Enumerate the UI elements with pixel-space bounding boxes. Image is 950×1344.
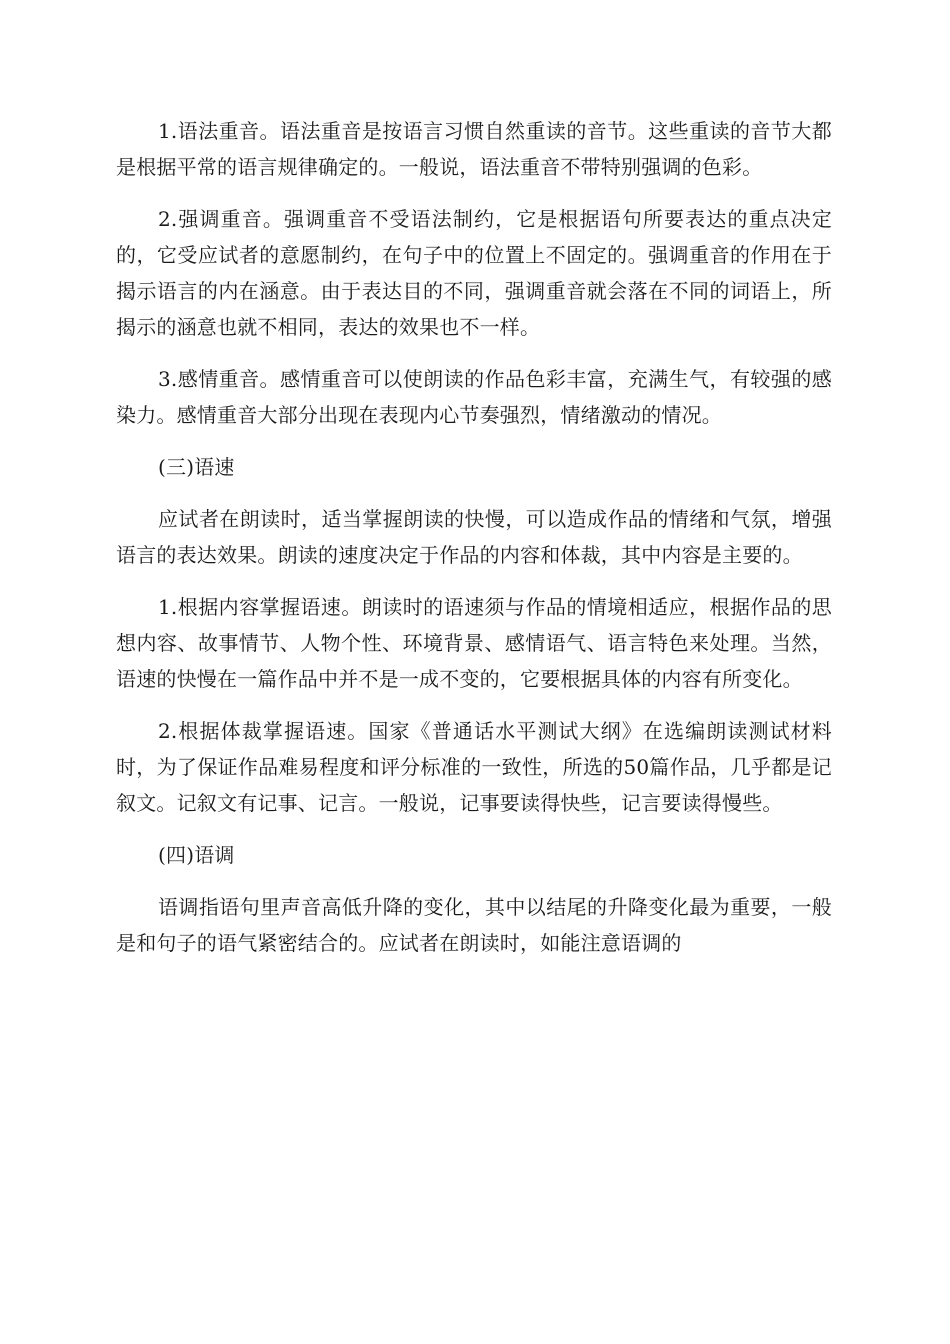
paragraph-speech-rate-intro: 应试者在朗读时，适当掌握朗读的快慢，可以造成作品的情绪和气氛，增强语言的表达效果。朗读的速度决定于作品的内容和体裁，其中内容是主要的。: [116, 507, 832, 567]
paragraph-intonation-intro: 语调指语句里声音高低升降的变化，其中以结尾的升降变化最为重要，一般是和句子的语气紧密结合的。应试者在朗读时，如能注意语调的: [116, 895, 832, 955]
paragraph-rate-by-content: 1.根据内容掌握语速。朗读时的语速须与作品的情境相适应，根据作品的思想内容、故事情节、人物个性、环境背景、感情语气、语言特色来处理。当然，语速的快慢在一篇作品中并不是一成不变的，它要根据具体的内容有所变化。: [116, 595, 832, 691]
paragraph-emotional-stress: 3.感情重音。感情重音可以使朗读的作品色彩丰富，充满生气，有较强的感染力。感情重音大部分出现在表现内心节奏强烈，情绪激动的情况。: [116, 367, 832, 427]
paragraph-grammar-stress: 1.语法重音。语法重音是按语言习惯自然重读的音节。这些重读的音节大都是根据平常的语言规律确定的。一般说，语法重音不带特别强调的色彩。: [116, 119, 832, 179]
paragraph-emphatic-stress: 2.强调重音。强调重音不受语法制约，它是根据语句所要表达的重点决定的，它受应试者的意愿制约，在句子中的位置上不固定的。强调重音的作用在于揭示语言的内在涵意。由于表达目的不同，强调重音就会落在不同的词语上，所揭示的涵意也就不相同，表达的效果也不一样。: [116, 207, 832, 339]
section-heading-speech-rate: (三)语速: [158, 455, 235, 479]
section-heading-intonation: (四)语调: [158, 843, 235, 867]
document-page: [116, 113, 832, 977]
paragraph-rate-by-genre: 2.根据体裁掌握语速。国家《普通话水平测试大纲》在选编朗读测试材料时，为了保证作品难易程度和评分标准的一致性，所选的50篇作品，几乎都是记叙文。记叙文有记事、记言。一般说，记事要读得快些，记言要读得慢些。: [116, 719, 832, 815]
